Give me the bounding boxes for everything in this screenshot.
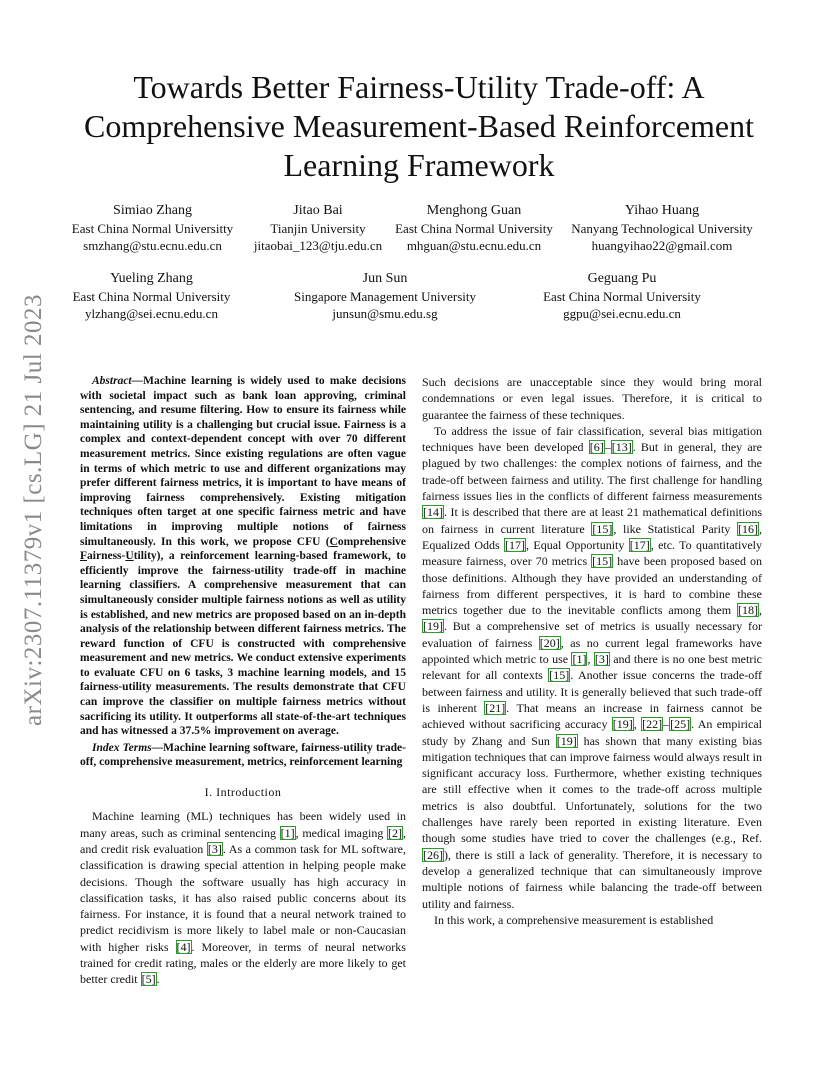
arxiv-sidebar-stamp bbox=[14, 260, 54, 760]
arxiv-identifier: arXiv:2307.11379v1 [cs.LG] 21 Jul 2023 bbox=[20, 294, 47, 726]
author-name: Menghong Guan bbox=[426, 203, 522, 218]
citation-link[interactable]: [22] bbox=[642, 717, 663, 732]
body-paragraph: In this work, a comprehensive measurement is established bbox=[434, 912, 714, 927]
intro-paragraph: Machine learning (ML) techniques has been widely used in many areas, such as criminal sentencing [1], medical imaging [2], and credit risk evaluation [3]. As a common task for ML software, classification is drawing special attention in helping people make decisions. Though the software usually has high accuracy in classification tasks, it has also raised public concerns about its fairness. For instance, it is found that a neural network trained to predict recidivism is more likely to label male or non-Caucasian with higher risks [4]. Moreover, in terms of neural networks trained for credit rating, males or the elderly are more likely to get better credit [5]. bbox=[80, 809, 406, 987]
citation-link[interactable]: [20] bbox=[539, 635, 560, 650]
author-block bbox=[65, 202, 240, 254]
author-block bbox=[532, 270, 712, 322]
citation-link[interactable]: [18] bbox=[738, 603, 758, 618]
citation-link[interactable]: [15] bbox=[592, 554, 613, 569]
author-email: junsun@smu.edu.sg bbox=[332, 306, 438, 321]
right-column bbox=[422, 374, 762, 928]
citation-link[interactable]: [5] bbox=[141, 972, 156, 987]
author-block bbox=[388, 202, 560, 254]
author-affiliation: East China Normal University bbox=[395, 221, 553, 236]
author-block bbox=[562, 202, 762, 254]
author-affiliation: East China Normal Universitty bbox=[71, 221, 234, 236]
citation-link[interactable]: [4] bbox=[176, 939, 191, 954]
citation-link[interactable]: [6] bbox=[589, 440, 604, 455]
citation-link[interactable]: [19] bbox=[423, 619, 443, 634]
author-email: ggpu@sei.ecnu.edu.cn bbox=[563, 306, 681, 321]
citation-link[interactable]: [2] bbox=[388, 825, 402, 840]
citation-link[interactable]: [14] bbox=[423, 505, 443, 520]
citation-link[interactable]: [26] bbox=[423, 847, 443, 862]
citation-link[interactable]: [17] bbox=[505, 537, 526, 552]
author-email: jitaobai_123@tju.edu.cn bbox=[253, 238, 383, 253]
citation-link[interactable]: [1] bbox=[572, 652, 587, 667]
index-terms: Index Terms—Machine learning software, fairness-utility trade-off, comprehensive measurement, metrics, reinforcement learning bbox=[80, 741, 406, 769]
author-name: Yihao Huang bbox=[624, 203, 700, 218]
citation-link[interactable]: [19] bbox=[556, 733, 577, 748]
author-block bbox=[60, 270, 243, 322]
abstract: Abstract—Machine learning is widely used to make decisions with societal impact such as bank loan approving, criminal sentencing, and resume filtering. How to ensure its fairness while maintaining utility is a challenging but crucial issue. Fairness is a complex and context-dependent concept with over 70 different measurement metrics. Since existing regulations are often vague in terms of which metric to use and different organizations may prefer different fairness metrics, it is important to have means of improving fairness comprehensively. Existing mitigation techniques often target at one specific fairness metric and have limitations in improving multiple notions of fairness simultaneously. In this work, we propose CFU (Comprehensive Fairness-Utility), a reinforcement learning-based framework, to efficiently improve the fairness-utility trade-off in machine learning classifiers. A comprehensive measurement that can simultaneously consider multiple fairness notions as well as utility is established, and new metrics are proposed based on an in-depth analysis of the relationship between different fairness metrics. The reward function of CFU is constructed with comprehensive measurement and new metrics. We conduct extensive experiments to evaluate CFU on 6 tasks, 3 machine learning models, and 15 fairness-utility measurements. The results demonstrate that CFU can improve the classifier on multiple fairness metrics without sacrificing its utility. It outperforms all state-of-the-art techniques and has witnessed a 37.5% improvement on average. bbox=[80, 375, 406, 738]
paper-title: Towards Better Fairness-Utility Trade-off: A Comprehensive Measurement-Based Reinforcement Learning Framework bbox=[84, 69, 754, 183]
author-name: Jun Sun bbox=[362, 271, 408, 286]
author-name: Geguang Pu bbox=[587, 271, 657, 286]
citation-link[interactable]: [13] bbox=[611, 440, 632, 455]
author-email: huangyihao22@gmail.com bbox=[591, 238, 733, 253]
author-block bbox=[285, 270, 485, 322]
citation-link[interactable]: [15] bbox=[592, 521, 613, 536]
citation-link[interactable]: [21] bbox=[485, 700, 506, 715]
citation-link[interactable]: [3] bbox=[594, 652, 609, 667]
citation-link[interactable]: [17] bbox=[629, 537, 650, 552]
author-affiliation: Nanyang Technological University bbox=[571, 221, 753, 236]
author-block bbox=[248, 202, 388, 254]
author-email: ylzhang@sei.ecnu.edu.cn bbox=[85, 306, 218, 321]
citation-link[interactable]: [15] bbox=[549, 668, 570, 683]
body-paragraph: Such decisions are unacceptable since they would bring moral condemnations or even legal issues. Therefore, it is critical to guarantee the fairness of these techniques. bbox=[422, 375, 762, 422]
body-paragraph: To address the issue of fair classification, several bias mitigation techniques have been developed [6]–[13]. But in general, they are plagued by two challenges: the complex notions of fairness, and the trade-off between fairness and utility. The first challenge for handling fairness issues lies in the conflicts of different fairness measurements [14]. It is described that there are at least 21 mathematical definitions on fairness in current literature [15], like Statistical Parity [16], Equalized Odds [17], Equal Opportunity [17], etc. To quantitatively measure fairness, over 70 metrics [15] have been proposed based on those definitions. Although they have provided an understanding of fairness from different perspectives, it is hard to combine these metrics together due to the inevitable conflicts among them [18], [19]. But a comprehensive set of metrics is usually necessary for evaluation of fairness [20], as no current legal frameworks have appointed which metric to use [1], [3] and there is no one best metric relevant for all contexts [15]. Another issue concerns the trade-off between fairness and utility. It is generally believed that such trade-off is inherent [21]. That means an increase in fairness cannot be achieved without sacrificing accuracy [19], [22]–[25]. An empirical study by Zhang and Sun [19] has shown that many existing bias mitigation techniques that can improve fairness would always result in significant accuracy loss. Furthermore, whether existing techniques are still effective when it comes to the trade-off across multiple metrics is also doubtful. Unfortunately, solutions for the two challenges have rarely been reported in existing literature. Even though some studies have tried to cover the challenges (e.g., Ref. [26]), there is still a lack of generality. Therefore, it is necessary to develop a generalized technique that can simultaneously improve multiple notions of fairness while balancing the trade-off between utility and fairness. bbox=[422, 423, 763, 911]
abstract-label: Abstract bbox=[92, 375, 132, 387]
citation-link[interactable]: [16] bbox=[738, 521, 759, 536]
left-column bbox=[80, 374, 406, 988]
author-name: Jitao Bai bbox=[293, 203, 343, 218]
author-affiliation: East China Normal University bbox=[543, 289, 701, 304]
citation-link[interactable]: [19] bbox=[612, 717, 633, 732]
author-name: Simiao Zhang bbox=[113, 203, 192, 218]
citation-link[interactable]: [25] bbox=[670, 717, 691, 732]
author-email: mhguan@stu.ecnu.edu.cn bbox=[406, 238, 542, 253]
author-affiliation: Singapore Management University bbox=[294, 289, 476, 304]
citation-link[interactable]: [3] bbox=[207, 841, 222, 856]
index-terms-label: Index Terms bbox=[92, 741, 152, 754]
citation-link[interactable]: [1] bbox=[280, 825, 295, 840]
author-affiliation: Tianjin University bbox=[270, 221, 366, 236]
author-email: smzhang@stu.ecnu.edu.cn bbox=[83, 238, 222, 253]
author-affiliation: East China Normal University bbox=[72, 289, 231, 304]
author-name: Yueling Zhang bbox=[110, 271, 193, 286]
section-heading: I. Introduction bbox=[204, 785, 282, 800]
